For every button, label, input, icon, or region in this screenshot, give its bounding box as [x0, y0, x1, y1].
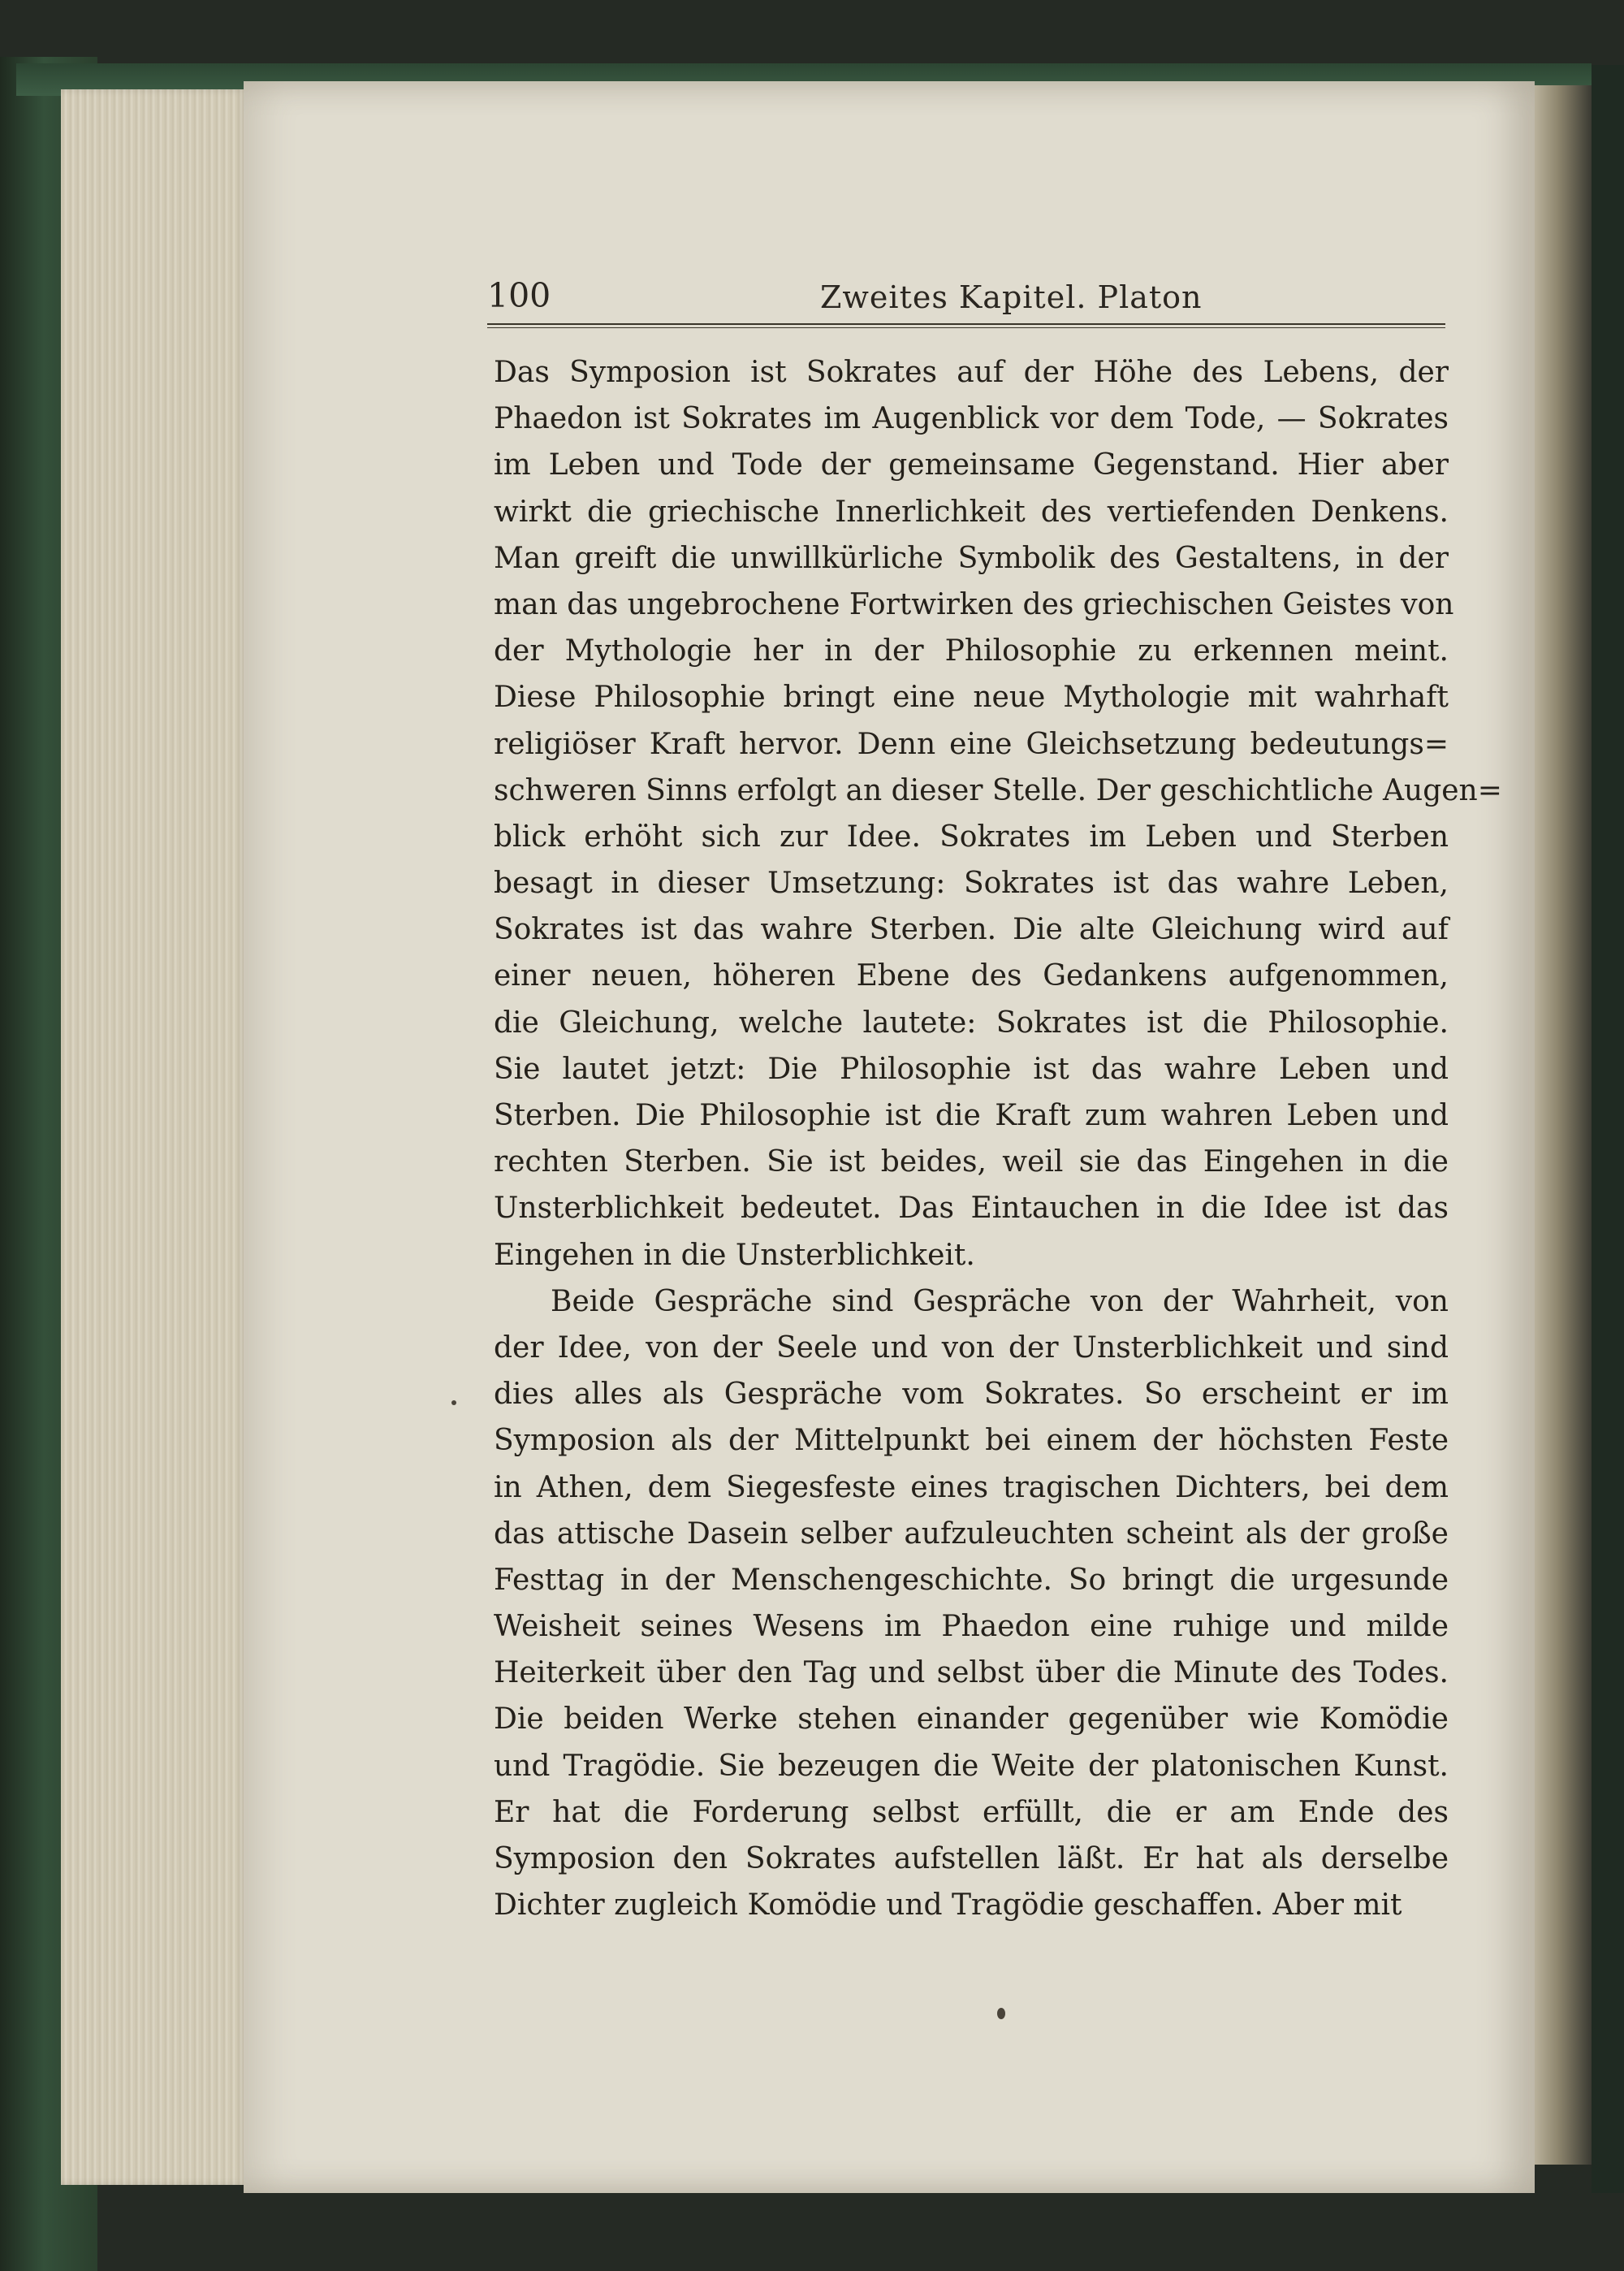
text-line: in Athen, dem Siegesfeste eines tragischen Dichters, bei dem [494, 1470, 1449, 1504]
text-line: blick erhöht sich zur Idee. Sokrates im Leben und Sterben [494, 820, 1449, 854]
text-line: Symposion den Sokrates aufstellen läßt. Er hat als derselbe [494, 1842, 1449, 1875]
text-line: einer neuen, höheren Ebene des Gedankens aufgenommen, [494, 959, 1449, 993]
text-line: Eingehen in die Unsterblichkeit. [494, 1238, 975, 1272]
text-line: rechten Sterben. Sie ist beides, weil sie das Eingehen in die [494, 1145, 1449, 1179]
text-line: dies alles als Gespräche vom Sokrates. So erscheint er im [494, 1378, 1449, 1412]
page-edges [61, 89, 248, 2185]
text-line: besagt in dieser Umsetzung: Sokrates ist das wahre Leben, [494, 867, 1449, 901]
ink-speck [451, 1400, 456, 1405]
header-rule [487, 323, 1445, 328]
text-line: man das ungebrochene Fortwirken des griechischen Geistes von [494, 587, 1454, 621]
body-text [494, 349, 1502, 1928]
text-line: religiöser Kraft hervor. Denn eine Gleichsetzung bedeutungs= [494, 727, 1449, 761]
text-line: Sie lautet jetzt: Die Philosophie ist das wahre Leben und [494, 1052, 1449, 1086]
text-line: die Gleichung, welche lautete: Sokrates ist die Philosophie. [494, 1006, 1449, 1040]
running-title: Zweites Kapitel. Platon [820, 279, 1203, 315]
text-line: der Idee, von der Seele und von der Unsterblichkeit und sind [494, 1330, 1449, 1365]
text-line: Sokrates ist das wahre Sterben. Die alte Gleichung wird auf [494, 913, 1449, 947]
text-line: im Leben und Tode der gemeinsame Gegenstand. Hier aber [494, 448, 1449, 482]
text-line: Diese Philosophie bringt eine neue Mythologie mit wahrhaft [494, 681, 1449, 715]
page-gutter [1535, 85, 1592, 2165]
text-line: wirkt die griechische Innerlichkeit des vertiefenden Denkens. [494, 495, 1449, 529]
text-line: Symposion als der Mittelpunkt bei einem der höchsten Feste [494, 1424, 1449, 1458]
text-line: Unsterblichkeit bedeutet. Das Eintauchen in die Idee ist das [494, 1192, 1449, 1226]
text-line: und Tragödie. Sie bezeugen die Weite der platonischen Kunst. [494, 1749, 1449, 1783]
text-line: Heiterkeit über den Tag und selbst über die Minute des Todes. [494, 1656, 1449, 1690]
text-line: schweren Sinns erfolgt an dieser Stelle. Der geschichtliche Augen= [494, 773, 1502, 807]
text-line: Dichter zugleich Komödie und Tragödie geschaffen. Aber mit [494, 1888, 1402, 1923]
text-line: Das Symposion ist Sokrates auf der Höhe des Lebens, der [494, 356, 1449, 389]
page-number: 100 [487, 276, 551, 315]
text-line: Weisheit seines Wesens im Phaedon eine ruhige und milde [494, 1610, 1449, 1644]
text-line: Man greift die unwillkürliche Symbolik des Gestaltens, in der [494, 541, 1449, 575]
text-line: Sterben. Die Philosophie ist die Kraft zum wahren Leben und [494, 1099, 1449, 1132]
book-cover-right [1592, 65, 1624, 2193]
text-line: Er hat die Forderung selbst erfüllt, die er am Ende des [494, 1795, 1449, 1829]
text-line: das attische Dasein selber aufzuleuchten scheint als der große [494, 1516, 1449, 1551]
text-line: Phaedon ist Sokrates im Augenblick vor dem Tode, — Sokrates [494, 402, 1449, 436]
text-line: Festtag in der Menschengeschichte. So bringt die urgesunde [494, 1563, 1449, 1597]
text-line: der Mythologie her in der Philosophie zu erkennen meint. [494, 634, 1449, 668]
text-line: Die beiden Werke stehen einander gegenüber wie Komödie [494, 1702, 1449, 1737]
text-line: Beide Gespräche sind Gespräche von der Wahrheit, von [551, 1284, 1449, 1318]
ink-speck [997, 2008, 1005, 2019]
page-header [487, 276, 1445, 325]
